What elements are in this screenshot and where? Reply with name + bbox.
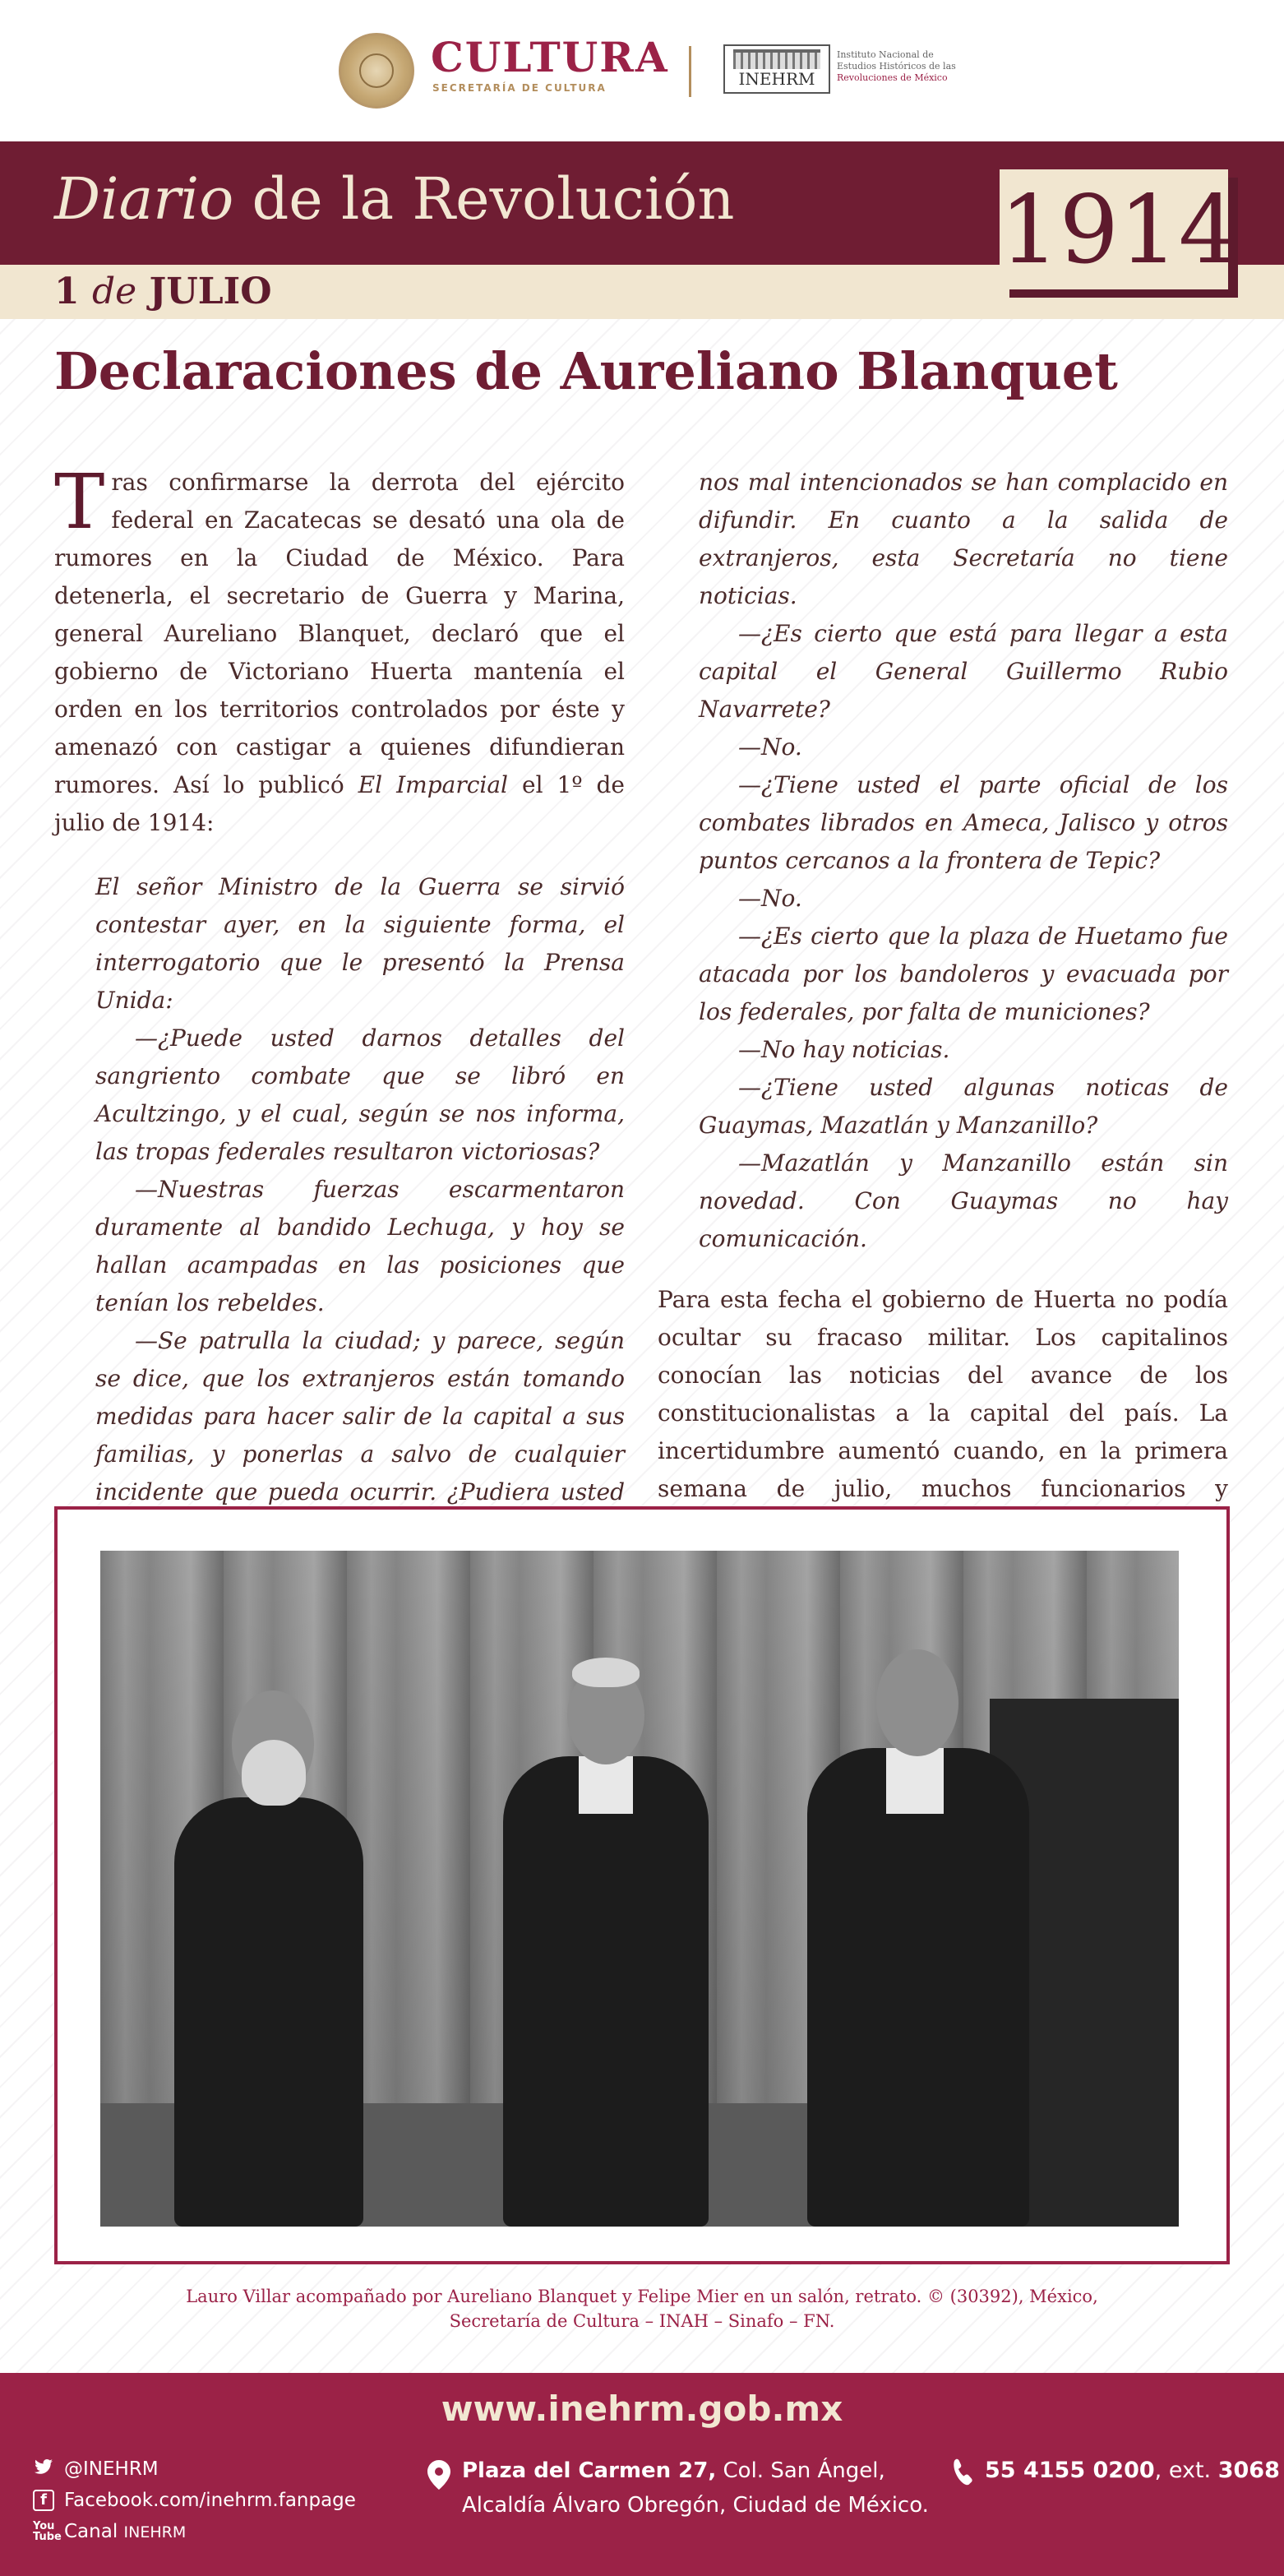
phone-main: 55 4155 0200 <box>985 2458 1155 2483</box>
quote-paragraph: —¿Tiene usted algunas noticas de Guaymas, Mazatlán y Manzanillo? <box>699 1074 1228 1139</box>
quote-paragraph: —No. <box>738 885 802 912</box>
date-month: JULIO <box>149 271 272 312</box>
map-pin-icon <box>427 2460 450 2490</box>
cultura-logo-subtitle: SECRETARÍA DE CULTURA <box>432 82 607 94</box>
intro-text-end: el 1º de julio de 1914: <box>54 771 625 836</box>
intro-source: El Imparcial <box>358 771 509 798</box>
diary-title <box>54 164 734 234</box>
inehrm-line: Estudios Históricos de las <box>837 61 956 72</box>
inehrm-line: Instituto Nacional de <box>837 49 934 60</box>
entry-date <box>54 266 272 317</box>
inehrm-institute-name <box>837 49 977 84</box>
quote-paragraph: —¿Es cierto que la plaza de Huetamo fue atacada por los bandoleros y evacuada por los federales, por falta de municiones? <box>699 923 1228 1025</box>
phone-icon <box>950 2458 975 2486</box>
header-logos <box>0 0 1284 141</box>
facebook-link[interactable] <box>33 2485 356 2516</box>
address-colonia: Col. San Ángel, <box>716 2458 885 2483</box>
quote-paragraph: —No. <box>738 733 802 761</box>
twitter-icon <box>33 2458 54 2480</box>
quote-paragraph: —¿Tiene usted el parte oficial de los combates librados en Ameca, Jalisco y otros puntos cercanos a la frontera de Tepic? <box>699 771 1228 874</box>
address-city: Alcaldía Álvaro Obregón, Ciudad de México. <box>462 2493 929 2518</box>
caption-line: Secretaría de Cultura – INAH – Sinafo – FN. <box>449 2311 835 2331</box>
inehrm-logo <box>723 44 830 94</box>
inehrm-acronym: INEHRM <box>738 69 815 89</box>
phone-ext-label: , ext. <box>1154 2458 1218 2483</box>
date-day: 1 <box>54 271 80 312</box>
quote-paragraph: —No hay noticias. <box>738 1036 950 1063</box>
social-links <box>33 2453 356 2547</box>
closing-paragraph: Para esta fecha el gobierno de Huerta no podía ocultar su fracaso militar. Los capitalinos conocían las noticias del avance de los constitucionalistas a la capital del país. La incertidumbre aumentó cuando, en la primera semana de julio, muchos funcionarios y <box>658 1286 1228 1502</box>
phone-ext: 3068 <box>1217 2458 1280 2483</box>
diary-title-rest: de la Revolución <box>233 165 735 233</box>
website-link[interactable]: www.inehrm.gob.mx <box>441 2389 843 2429</box>
youtube-link[interactable] <box>33 2516 356 2547</box>
address <box>462 2453 955 2523</box>
photo-caption <box>99 2284 1185 2333</box>
address-street: Plaza del Carmen 27, <box>462 2458 717 2483</box>
youtube-channel <box>64 2516 186 2548</box>
facebook-url: Facebook.com/inehrm.fanpage <box>64 2490 356 2511</box>
quote-paragraph: —Se patrulla la ciudad; y parece, según se dice, que los extranjeros están tomando medidas para hacer salir de la capital a sus familias, y ponerlas a salvo de cualquier incidente que pueda ocurrir. ¿Pudiera usted <box>95 1327 625 1505</box>
facebook-icon: f <box>33 2490 54 2511</box>
cultura-logo-word: CULTURA <box>431 33 669 81</box>
quote-paragraph: El señor Ministro de la Guerra se sirvió contestar ayer, en la siguiente forma, el interrogatorio que le presentó la Prensa Unida: <box>95 873 625 1014</box>
twitter-handle: @INEHRM <box>64 2458 159 2480</box>
youtube-prefix: Canal <box>64 2520 124 2542</box>
historical-photo <box>100 1551 1179 2227</box>
intro-text: ras confirmarse la derrota del ejército federal en Zacatecas se desató una ola de rumores en la Ciudad de México. Para detenerla, el secretario de Guerra y Marina, general Aureliano Blanquet, declaró que el gobierno de Victoriano Huerta mantenía el orden en los territorios controlados por éste y amenazó con castigar a quienes difundieran rumores. Así lo publicó <box>54 469 625 798</box>
quote-paragraph: —¿Puede usted darnos detalles del sangriento combate que se libró en Acultzingo, y el cual, según se nos informa, las tropas federales resultaron victoriosas? <box>95 1024 625 1165</box>
year-badge: 1914 <box>1000 169 1228 289</box>
date-de: de <box>91 271 137 312</box>
quote-paragraph: nos mal intencionados se han complacido en difundir. En cuanto a la salida de extranjeros, esta Secretaría no tiene noticias. <box>699 469 1228 609</box>
mexico-seal-icon <box>339 33 414 109</box>
diary-title-italic: Diario <box>54 165 234 233</box>
quote-paragraph: —¿Es cierto que está para llegar a esta capital el General Guillermo Rubio Navarrete? <box>699 620 1228 723</box>
twitter-link[interactable] <box>33 2453 356 2485</box>
quote-paragraph: —Mazatlán y Manzanillo están sin novedad. Con Guaymas no hay comunicación. <box>699 1149 1228 1252</box>
intro-paragraph <box>54 458 625 842</box>
quote-paragraph: —Nuestras fuerzas escarmentaron duramente al bandido Lechuga, y hoy se hallan acampadas en las posiciones que tenían los rebeldes. <box>95 1176 625 1316</box>
drop-cap: T <box>54 458 105 546</box>
youtube-name: INEHRM <box>123 2523 187 2541</box>
inehrm-line: Revoluciones de México <box>837 72 948 83</box>
caption-line: Lauro Villar acompañado por Aureliano Blanquet y Felipe Mier en un salón, retrato. © (30392), México, <box>186 2287 1098 2306</box>
article-headline: Declaraciones de Aureliano Blanquet <box>54 341 1118 401</box>
logo-divider <box>689 46 691 97</box>
phone-number[interactable] <box>985 2453 1280 2488</box>
youtube-icon: You Tube <box>33 2520 62 2543</box>
right-column <box>658 464 1228 1659</box>
